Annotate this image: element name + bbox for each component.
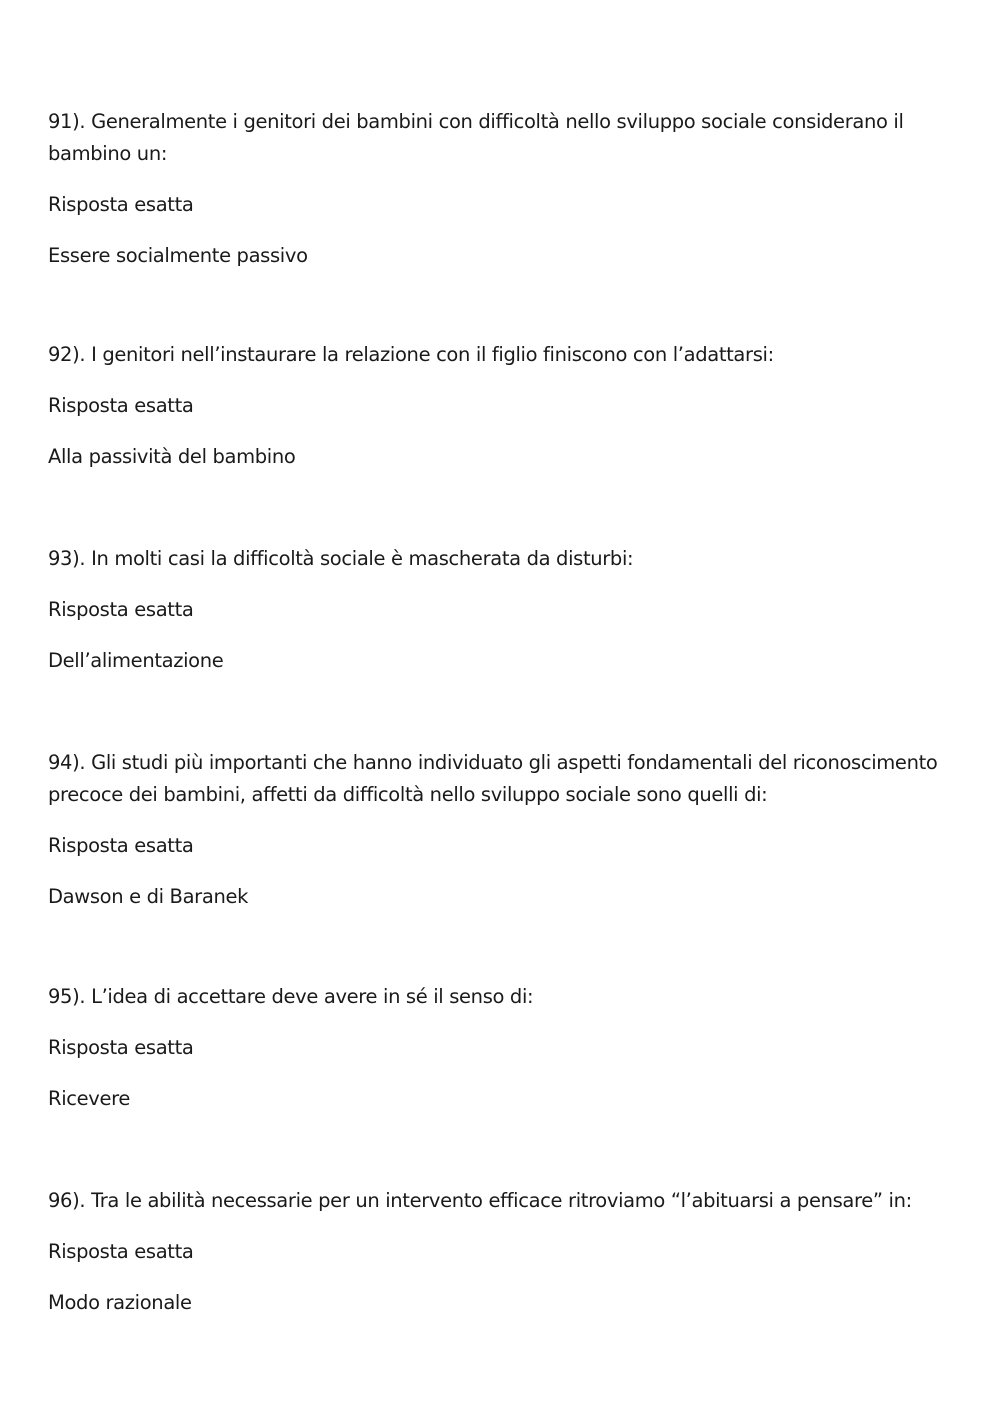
answer-label: Risposta esatta: [48, 1036, 194, 1059]
answer-text: Modo razionale: [48, 1291, 192, 1314]
answer-label: Risposta esatta: [48, 598, 194, 621]
answer-text: Ricevere: [48, 1087, 131, 1110]
answer-label: Risposta esatta: [48, 1240, 194, 1263]
question-text: 93). In molti casi la difficoltà sociale è mascherata da disturbi:: [48, 547, 634, 570]
question-block-93: [48, 543, 948, 677]
question-text: 91). Generalmente i genitori dei bambini con difficoltà nello sviluppo sociale considerano il bambino un:: [48, 110, 904, 165]
answer-label: Risposta esatta: [48, 394, 194, 417]
question-block-95: [48, 981, 948, 1115]
answer-text: Essere socialmente passivo: [48, 244, 308, 267]
question-text: 94). Gli studi più importanti che hanno individuato gli aspetti fondamentali del riconoscimento precoce dei bambini, affetti da difficoltà nello sviluppo sociale sono quelli di:: [48, 751, 938, 806]
question-text: 95). L’idea di accettare deve avere in sé il senso di:: [48, 985, 534, 1008]
answer-label: Risposta esatta: [48, 834, 194, 857]
question-block-96: [48, 1185, 948, 1319]
question-block-91: [48, 106, 948, 272]
answer-text: Alla passività del bambino: [48, 445, 296, 468]
answer-label: Risposta esatta: [48, 193, 194, 216]
question-block-92: [48, 339, 948, 473]
question-block-94: [48, 747, 948, 913]
answer-text: Dell’alimentazione: [48, 649, 224, 672]
question-text: 92). I genitori nell’instaurare la relazione con il figlio finiscono con l’adattarsi:: [48, 343, 774, 366]
question-text: 96). Tra le abilità necessarie per un intervento efficace ritroviamo “l’abituarsi a pensare” in:: [48, 1189, 912, 1212]
answer-text: Dawson e di Baranek: [48, 885, 249, 908]
